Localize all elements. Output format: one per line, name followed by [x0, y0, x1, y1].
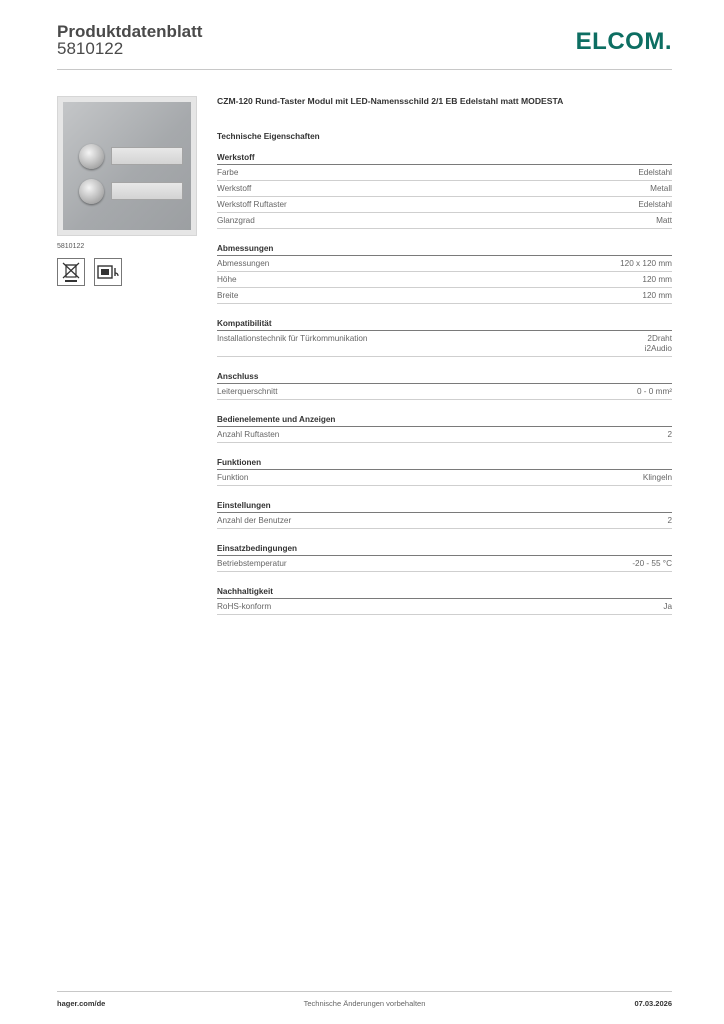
- spec-label: RoHS-konform: [217, 602, 272, 611]
- spec-value: [645, 334, 672, 354]
- spec-value: 120 x 120 mm: [620, 259, 672, 268]
- left-column: [57, 96, 197, 286]
- spec-label: Höhe: [217, 275, 237, 284]
- spec-label: Glanzgrad: [217, 216, 255, 225]
- spec-value: 0 - 0 mm²: [636, 387, 672, 396]
- section-heading: Technische Eigenschaften: [217, 132, 320, 141]
- spec-row: [217, 165, 672, 181]
- spec-group: [217, 372, 672, 400]
- spec-value-line: i2Audio: [644, 344, 672, 353]
- spec-group: [217, 587, 672, 615]
- spec-row: [217, 197, 672, 213]
- spec-label: Abmessungen: [217, 259, 270, 268]
- name-label-2: [111, 182, 183, 200]
- spec-value: Matt: [656, 216, 672, 225]
- spec-label: Installationstechnik für Türkommunikation: [217, 334, 368, 343]
- spec-group-title: Nachhaltigkeit: [217, 587, 672, 599]
- spec-group: [217, 319, 672, 357]
- footer-date: 07.03.2026: [634, 999, 672, 1008]
- spec-label: Werkstoff: [217, 184, 252, 193]
- name-label-1: [111, 147, 183, 165]
- spec-group-title: Einstellungen: [217, 501, 672, 513]
- elcom-logo: ELCOM.: [575, 28, 672, 55]
- spec-row: [217, 470, 672, 486]
- stainless-plate: [63, 102, 191, 230]
- spec-row: [217, 288, 672, 304]
- spec-group: [217, 153, 672, 229]
- spec-row: [217, 181, 672, 197]
- certification-icons: [57, 258, 197, 286]
- spec-group-title: Abmessungen: [217, 244, 672, 256]
- spec-label: Anzahl der Benutzer: [217, 516, 292, 525]
- spec-row: [217, 599, 672, 615]
- specifications-column: [217, 96, 672, 615]
- round-push-button-1: [79, 144, 104, 169]
- document-number: 5810122: [57, 39, 124, 58]
- product-title: CZM-120 Rund-Taster Modul mit LED-Namensschild 2/1 EB Edelstahl matt MODESTA: [217, 96, 564, 106]
- page-footer: [57, 991, 672, 1013]
- spec-group-title: Werkstoff: [217, 153, 672, 165]
- spec-value: 2: [667, 430, 672, 439]
- spec-group-title: Anschluss: [217, 372, 672, 384]
- spec-row: [217, 556, 672, 572]
- spec-value: Metall: [650, 184, 672, 193]
- spec-row: [217, 427, 672, 443]
- spec-row: [217, 213, 672, 229]
- spec-label: Betriebstemperatur: [217, 559, 287, 568]
- spec-label: Anzahl Ruftasten: [217, 430, 280, 439]
- spec-row: [217, 256, 672, 272]
- product-image: [57, 96, 197, 236]
- footer-url: hager.com/de: [57, 999, 106, 1008]
- spec-value: Ja: [663, 602, 672, 611]
- spec-value: Edelstahl: [638, 168, 672, 177]
- round-push-button-2: [79, 179, 104, 204]
- page-header: [57, 20, 672, 70]
- spec-group-title: Einsatzbedingungen: [217, 544, 672, 556]
- spec-row: [217, 272, 672, 288]
- spec-group: [217, 244, 672, 304]
- spec-label: Funktion: [217, 473, 249, 482]
- spec-group: [217, 458, 672, 486]
- spec-value: Klingeln: [642, 473, 672, 482]
- spec-value: 120 mm: [642, 291, 672, 300]
- spec-value-line: 2Draht: [647, 334, 672, 343]
- footer-disclaimer: Technische Änderungen vorbehalten: [303, 999, 426, 1008]
- spec-row: [217, 384, 672, 400]
- spec-label: Breite: [217, 291, 239, 300]
- spec-row: [217, 513, 672, 529]
- spec-value: -20 - 55 °C: [632, 559, 672, 568]
- spec-label: Werkstoff Ruftaster: [217, 200, 287, 209]
- spec-group-title: Kompatibilität: [217, 319, 672, 331]
- spec-value: 2: [667, 516, 672, 525]
- spec-group-title: Bedienelemente und Anzeigen: [217, 415, 672, 427]
- document-title: Produktdatenblatt: [57, 22, 203, 41]
- spec-label: Farbe: [217, 168, 239, 177]
- spec-group-title: Funktionen: [217, 458, 672, 470]
- spec-groups: [217, 153, 672, 615]
- spec-value: 120 mm: [642, 275, 672, 284]
- spec-group: [217, 544, 672, 572]
- flush-mount-icon: [94, 258, 122, 286]
- spec-group: [217, 501, 672, 529]
- spec-row: [217, 331, 672, 357]
- image-caption: 5810122: [57, 243, 85, 250]
- spec-group: [217, 415, 672, 443]
- spec-label: Leiterquerschnitt: [217, 387, 278, 396]
- weee-crossed-bin-icon: [57, 258, 85, 286]
- spec-value: Edelstahl: [638, 200, 672, 209]
